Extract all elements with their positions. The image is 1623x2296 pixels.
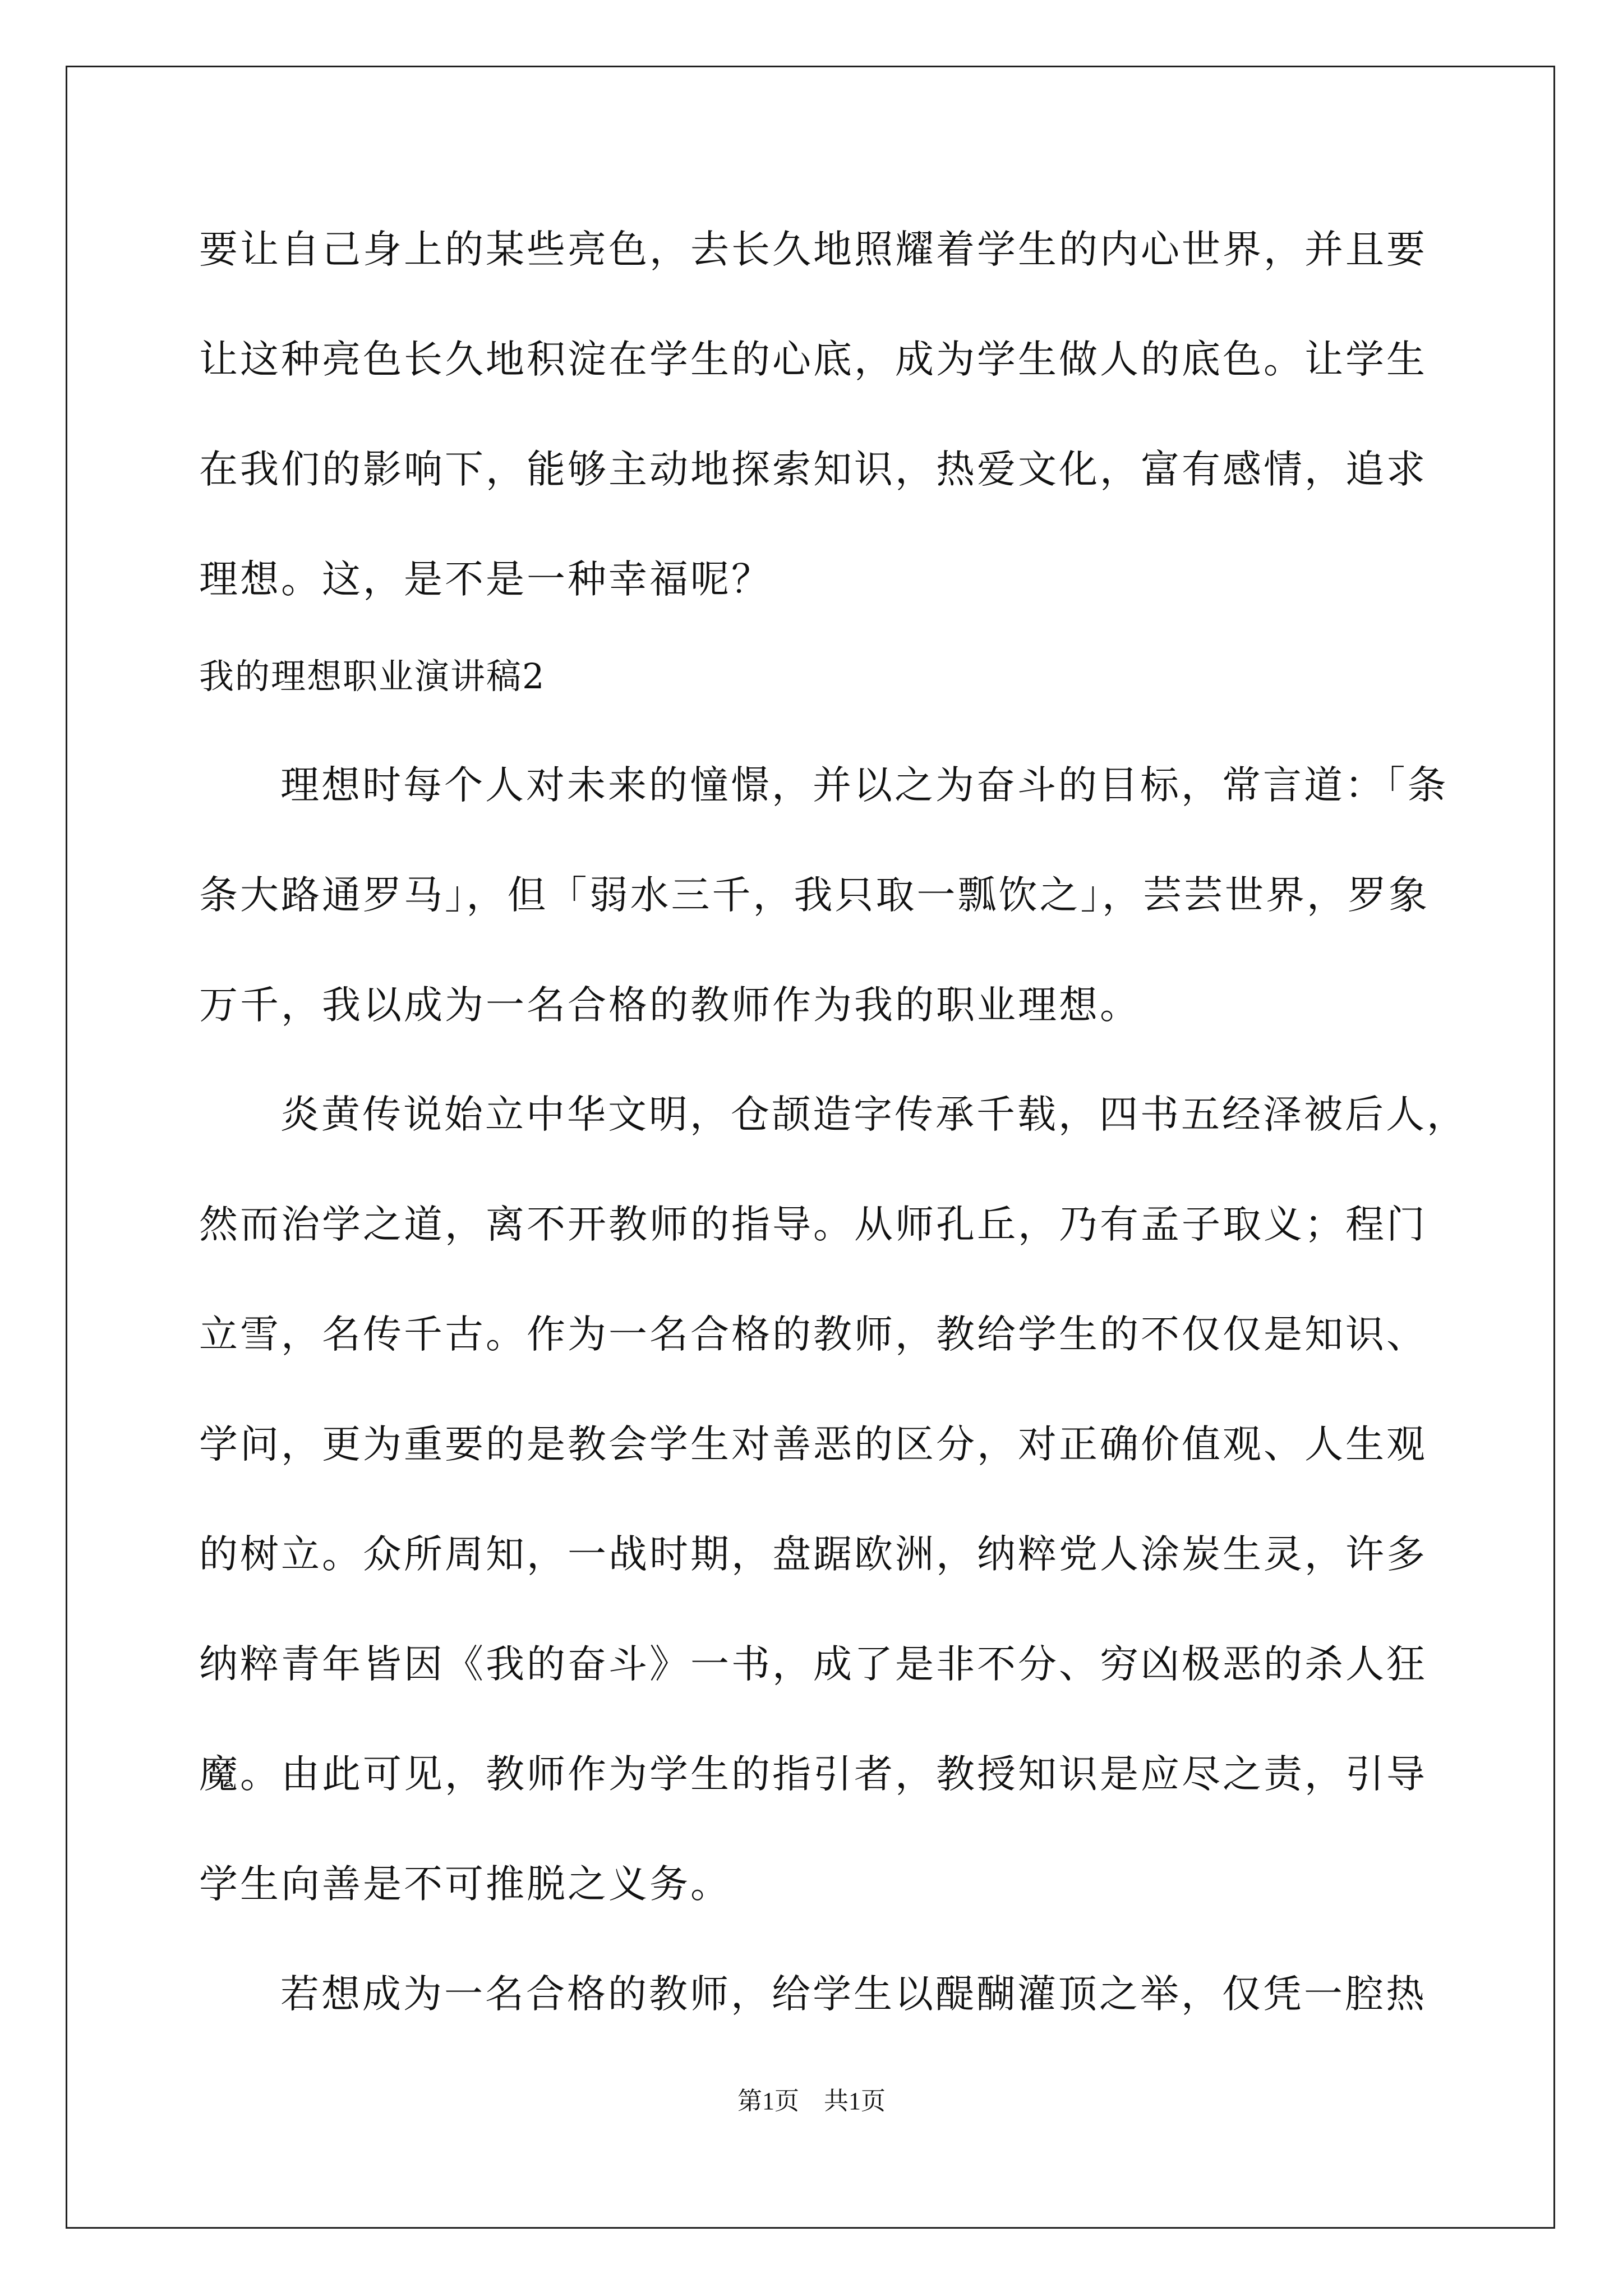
text-line: 学问，更为重要的是教会学生对善恶的区分，对正确价值观、人生观 (199, 1422, 1427, 1467)
text-line: 然而治学之道，离不开教师的指导。从师孔丘，乃有孟子取义；程门 (199, 1202, 1427, 1247)
section-heading: 我的理想职业演讲稿2 (199, 656, 546, 697)
text-line: 若想成为一名合格的教师，给学生以醍醐灌顶之举，仅凭一腔热 (280, 1972, 1427, 2017)
text-line: 纳粹青年皆因《我的奋斗》一书，成了是非不分、穷凶极恶的杀人狂 (199, 1642, 1427, 1687)
text-line: 立雪，名传千古。作为一名合格的教师，教给学生的不仅仅是知识、 (199, 1312, 1427, 1357)
text-line: 在我们的影响下，能够主动地探索知识，热爱文化，富有感情，追求 (199, 447, 1427, 492)
text-line: 条大路通罗马」，但「弱水三千，我只取一瓢饮之」，芸芸世界，罗象 (199, 873, 1430, 918)
text-line: 万千，我以成为一名合格的教师作为我的职业理想。 (199, 983, 1141, 1028)
text-line: 的树立。众所周知，一战时期，盘踞欧洲，纳粹党人涂炭生灵，许多 (199, 1532, 1427, 1577)
text-line: 要让自己身上的某些亮色，去长久地照耀着学生的内心世界，并且要 (199, 227, 1427, 272)
text-line: 让这种亮色长久地积淀在学生的心底，成为学生做人的底色。让学生 (199, 337, 1427, 382)
text-line: 理想。这，是不是一种幸福呢？ (199, 557, 772, 602)
page-footer: 第1页 共1页 (737, 2087, 886, 2115)
text-line: 魔。由此可见，教师作为学生的指引者，教授知识是应尽之责，引导 (199, 1752, 1427, 1797)
text-line: 理想时每个人对未来的憧憬，并以之为奋斗的目标，常言道：「条 (280, 763, 1449, 808)
text-line: 炎黄传说始立中华文明，仓颉造字传承千载，四书五经泽被后人， (280, 1092, 1468, 1137)
text-line: 学生向善是不可推脱之义务。 (199, 1862, 731, 1907)
